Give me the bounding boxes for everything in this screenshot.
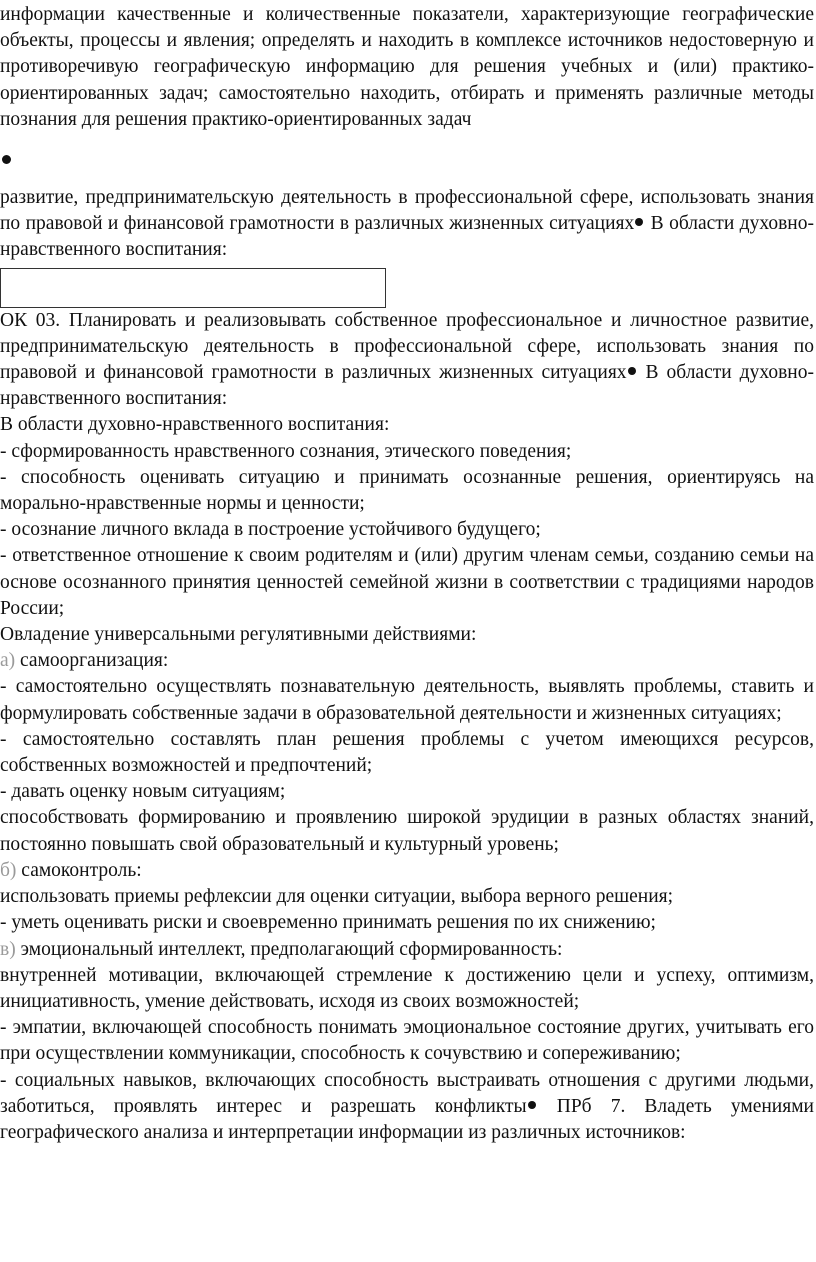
list-item-text: - социальных навыков, включающих способность выстраивать отношения с другими людьми, заботиться, проявлять интерес и разрешать конфликты (0, 1069, 814, 1117)
list-item: - уметь оценивать риски и своевременно принимать решения по их снижению; (0, 912, 656, 934)
list-marker: в) (0, 938, 16, 960)
list-item: внутренней мотивации, включающей стремление к достижению цели и успеху, оптимизм, инициативность, умение действовать, исходя из своих возможностей; (0, 964, 814, 1012)
subheading-emotional-intelligence (0, 937, 816, 963)
subheading-text: самоорганизация: (15, 650, 169, 672)
paragraph-development-text: развитие, предпринимательскую деятельность в профессиональной сфере, использовать знания по правовой и финансовой грамотности в различных жизненных ситуациях (0, 187, 814, 235)
paragraph-spiritual-heading: В области духовно-нравственного воспитания: (0, 414, 390, 436)
subheading-self-organization (0, 648, 816, 674)
list-marker: б) (0, 859, 17, 881)
empty-input-box (0, 268, 386, 308)
paragraph-development-tail: В области духовно-нравственного воспитания: (0, 213, 814, 261)
list-item: - ответственное отношение к своим родителям и (или) другим членам семьи, созданию семьи на основе осознанного принятия ценностей семейной жизни в соответствии с традициями народов России; (0, 545, 814, 619)
subheading-self-control (0, 858, 816, 884)
bullet-icon (528, 1101, 536, 1109)
paragraph-geo-information: информации качественные и количественные показатели, характеризующие географические объекты, процессы и явления; определять и находить в комплексе источников недостоверную и противоречивую географическую информацию для решения учебных и (или) практико-ориентированных задач; самостоятельно находить, отбирать и применять различные методы познания для решения практико-ориентированных задач (0, 4, 814, 130)
subheading-text: эмоциональный интеллект, предполагающий сформированность: (15, 938, 563, 960)
list-item: использовать приемы рефлексии для оценки ситуации, выбора верного решения; (0, 886, 674, 908)
paragraph-ok03 (0, 308, 816, 413)
list-item: - осознание личного вклада в построение устойчивого будущего; (0, 519, 541, 541)
list-item-tail: ПРб 7. Владеть умениями географического анализа и интерпретации информации из различных источников: (0, 1095, 814, 1143)
subheading-text: самоконтроль: (16, 859, 142, 881)
bullet-icon (628, 367, 636, 375)
list-item: - сформированность нравственного сознания, этического поведения; (0, 440, 572, 462)
paragraph-ok03-tail: В области духовно-нравственного воспитания: (0, 362, 814, 410)
list-item (0, 1068, 816, 1147)
list-item: - эмпатии, включающей способность понимать эмоциональное состояние других, учитывать его при осуществлении коммуникации, способность к сочувствию и сопереживанию; (0, 1017, 814, 1065)
list-item: способствовать формированию и проявлению широкой эрудиции в разных областях знаний, постоянно повышать свой образовательный и культурный уровень; (0, 807, 814, 855)
bullet-row (0, 133, 816, 185)
list-item: - способность оценивать ситуацию и принимать осознанные решения, ориентируясь на морально-нравственные нормы и ценности; (0, 466, 814, 515)
list-item: - самостоятельно осуществлять познавательную деятельность, выявлять проблемы, ставить и формулировать собственные задачи в образовательной деятельности и жизненных ситуациях; (0, 676, 814, 724)
bullet-icon (2, 155, 11, 164)
list-marker: а) (0, 650, 16, 672)
paragraph-ok03-text: ОК 03. Планировать и реализовывать собственное профессиональное и личностное развитие, предпринимательскую деятельность в профессиональной сфере, использовать знания по правовой и финансовой грамотности в различных жизненных ситуациях (0, 309, 814, 384)
list-item: - давать оценку новым ситуациям; (0, 781, 286, 803)
paragraph-development (0, 185, 816, 264)
paragraph-regulative-heading: Овладение универсальными регулятивными действиями: (0, 624, 477, 646)
bullet-icon (635, 218, 643, 226)
document-page (0, 2, 816, 1146)
list-item: - самостоятельно составлять план решения проблемы с учетом имеющихся ресурсов, собственных возможностей и предпочтений; (0, 728, 814, 777)
